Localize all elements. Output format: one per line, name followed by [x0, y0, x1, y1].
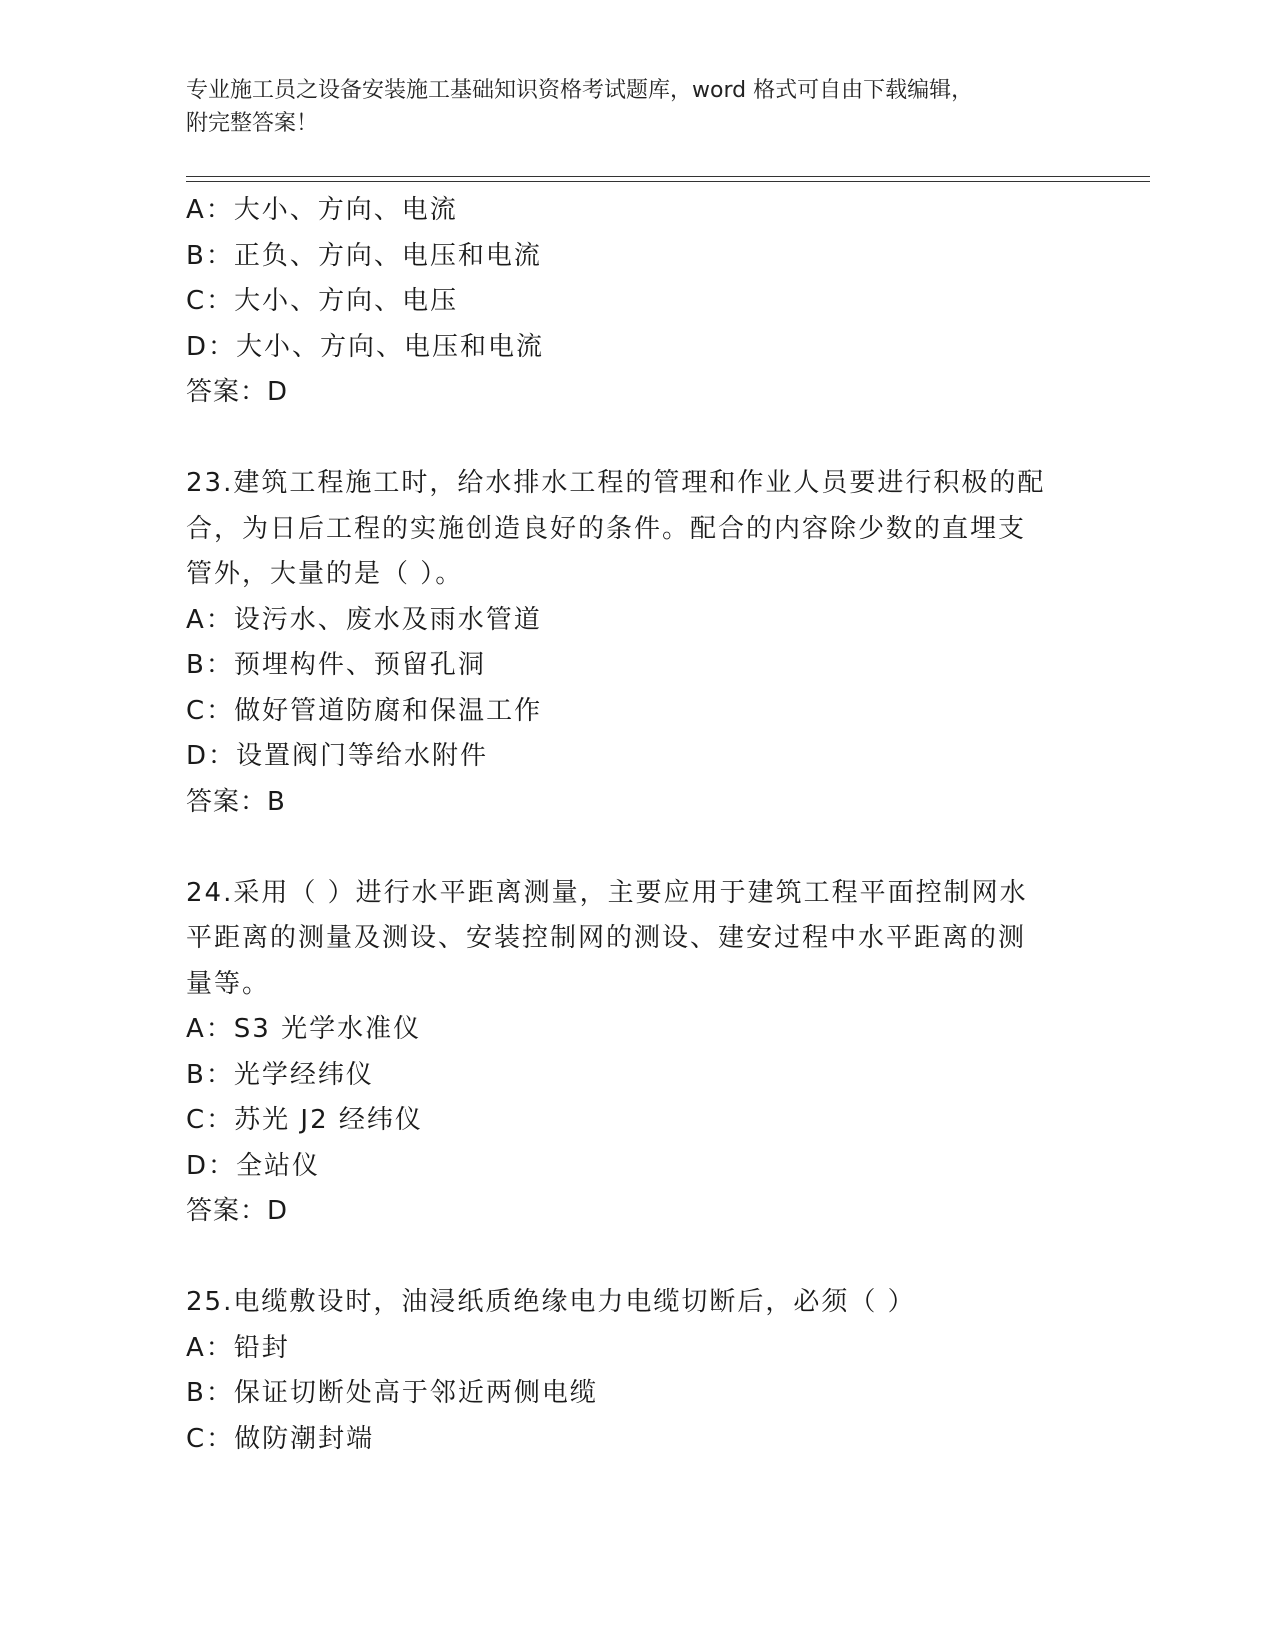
- option-c: C：大小、方向、电压: [186, 286, 459, 316]
- question-22: [186, 188, 1086, 416]
- option-b: B：预埋构件、预留孔洞: [186, 650, 486, 680]
- header-line-2: 附完整答案！: [186, 111, 319, 136]
- option-b: B：光学经纬仪: [186, 1059, 374, 1090]
- option-a: A：S3 光学水准仪: [186, 1014, 422, 1044]
- option-d: D：大小、方向、电压和电流: [186, 331, 545, 362]
- question-stem-line: 23.建筑工程施工时，给水排水工程的管理和作业人员要进行积极的配: [186, 468, 1046, 498]
- answer: 答案：D: [186, 377, 289, 407]
- question-24: [186, 871, 1086, 1235]
- header-line-1: 专业施工员之设备安装施工基础知识资格考试题库，word 格式可自由下载编辑，: [186, 78, 974, 103]
- question-25: [186, 1280, 1086, 1462]
- question-23: [186, 461, 1086, 825]
- header-double-rule: [186, 176, 1150, 182]
- question-stem-line: 平距离的测量及测设、安装控制网的测设、建安过程中水平距离的测: [186, 923, 1027, 953]
- option-b: B：保证切断处高于邻近两侧电缆: [186, 1378, 598, 1408]
- question-gap: [186, 825, 1086, 871]
- question-stem-line: 管外，大量的是（ ）。: [186, 559, 464, 589]
- question-stem-line: 24.采用（ ）进行水平距离测量，主要应用于建筑工程平面控制网水: [186, 877, 1028, 908]
- option-c: C：做防潮封端: [186, 1423, 375, 1454]
- document-header: [186, 74, 1086, 140]
- option-d: D：全站仪: [186, 1150, 321, 1181]
- option-c: C：做好管道防腐和保温工作: [186, 695, 543, 726]
- question-gap: [186, 416, 1086, 462]
- question-stem-line: 25.电缆敷设时，油浸纸质绝缘电力电缆切断后，必须（ ）: [186, 1287, 916, 1317]
- question-stem-line: 量等。: [186, 968, 271, 999]
- option-a: A：设污水、废水及雨水管道: [186, 604, 542, 635]
- question-stem-line: 合，为日后工程的实施创造良好的条件。配合的内容除少数的直埋支: [186, 513, 1027, 544]
- option-d: D：设置阀门等给水附件: [186, 741, 489, 771]
- question-gap: [186, 1235, 1086, 1281]
- option-c: C：苏光 J2 经纬仪: [186, 1105, 423, 1135]
- option-a: A：大小、方向、电流: [186, 195, 458, 225]
- answer: 答案：B: [186, 786, 286, 817]
- option-a: A：铅封: [186, 1332, 290, 1363]
- question-content: [186, 188, 1086, 1462]
- option-b: B：正负、方向、电压和电流: [186, 240, 542, 271]
- answer: 答案：D: [186, 1196, 289, 1226]
